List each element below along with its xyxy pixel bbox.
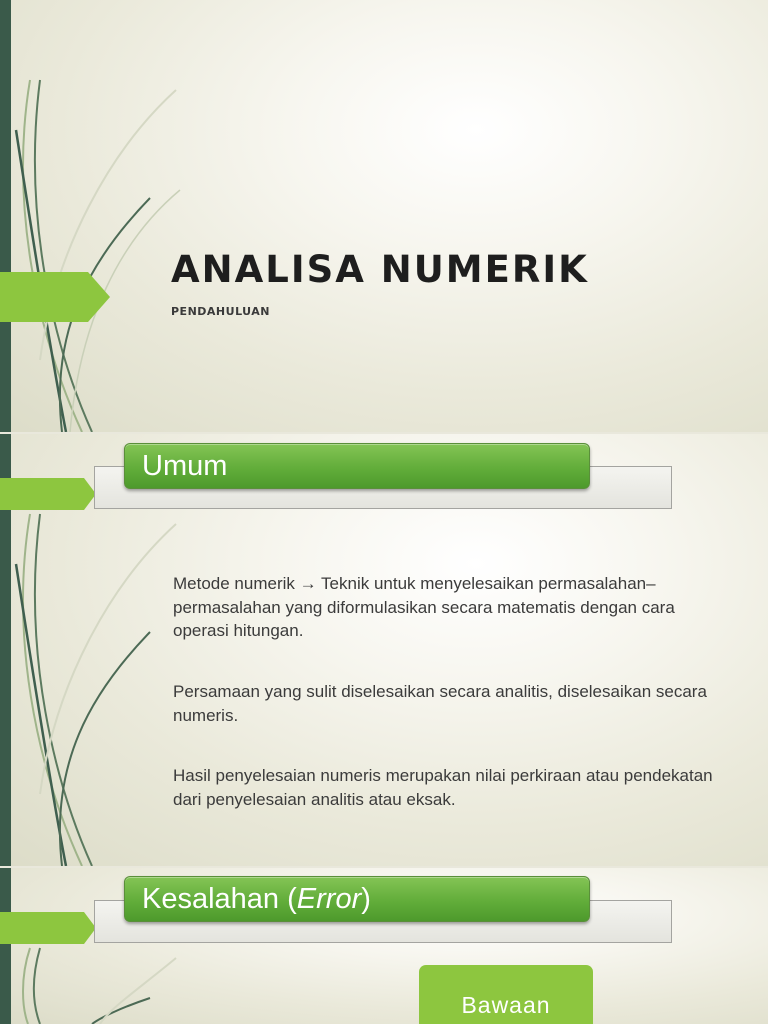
paragraph-1 xyxy=(173,572,733,643)
grass-decoration xyxy=(0,0,200,432)
heading-prefix: Kesalahan ( xyxy=(142,883,297,915)
bawaan-box: Bawaan xyxy=(419,965,593,1024)
green-arrow-tab xyxy=(0,272,110,322)
slide-title: ANALISA NUMERIK xyxy=(171,248,589,291)
paragraph-3: Hasil penyelesaian numeris merupakan nilai perkiraan atau pendekatan dari penyelesaian analitis atau eksak. xyxy=(173,766,713,809)
slide-1 xyxy=(0,0,768,432)
paragraph-2: Persamaan yang sulit diselesaikan secara analitis, diselesaikan secara numeris. xyxy=(173,682,707,725)
left-accent-bar xyxy=(0,0,11,432)
heading-suffix: ) xyxy=(361,883,371,915)
slide-3 xyxy=(0,868,768,1024)
slide-heading: Umum xyxy=(124,443,590,489)
right-arrow-icon: → xyxy=(299,574,317,593)
slide-heading xyxy=(124,876,590,922)
green-arrow-tab xyxy=(0,478,96,510)
heading-italic: Error xyxy=(296,883,362,915)
paragraph-1-rest: Teknik untuk menyelesaikan permasalahan–permasalahan yang diformulasikan secara matematis dengan cara operasi hitungan. xyxy=(173,574,675,640)
paragraph-1-lead: Metode numerik xyxy=(173,574,300,593)
slide-subtitle: PENDAHULUAN xyxy=(171,305,270,318)
slide-2 xyxy=(0,434,768,866)
left-accent-bar xyxy=(0,868,11,1024)
green-arrow-tab xyxy=(0,912,96,944)
